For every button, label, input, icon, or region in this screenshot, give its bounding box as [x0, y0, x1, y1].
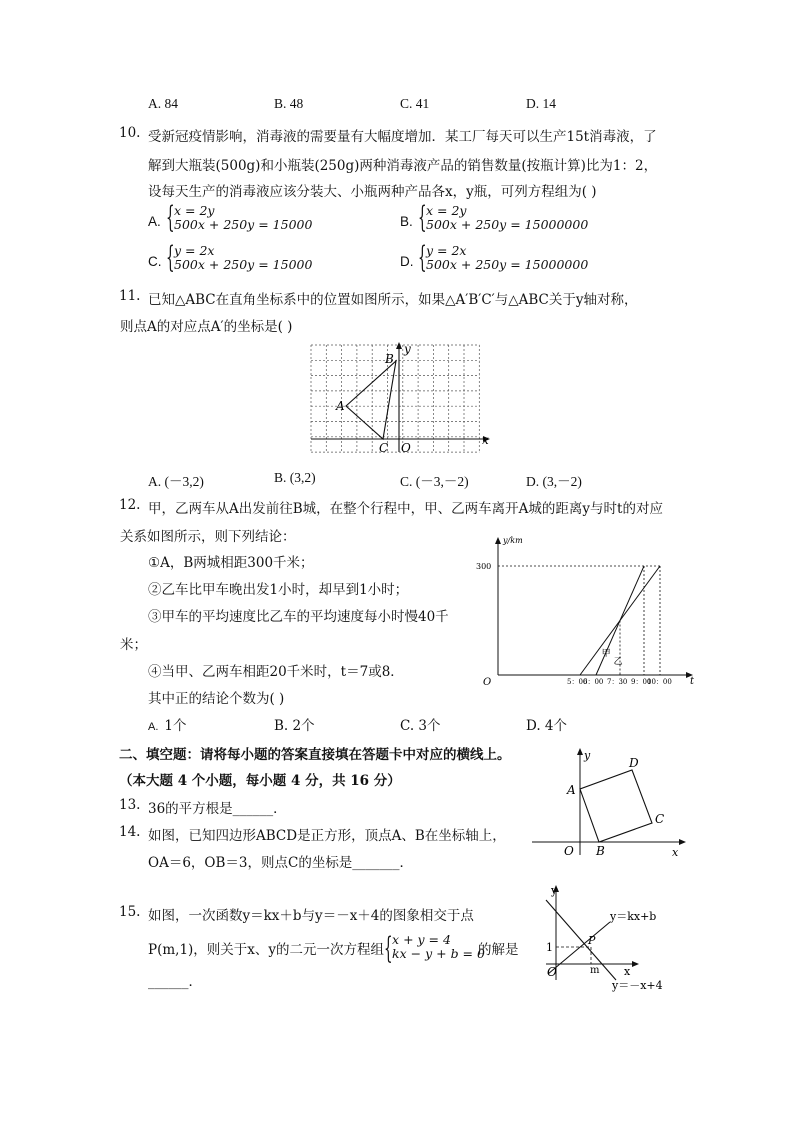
q15-equation-system	[384, 930, 485, 966]
q12-statement-1: ①A，B两城相距300千米；	[148, 555, 314, 571]
q14-label-y: y	[584, 749, 591, 762]
q12-question: 其中正的结论个数为( )	[148, 691, 285, 707]
x-tick-3: 9：00	[631, 678, 652, 686]
y-arrow-icon	[577, 748, 583, 755]
q11-label-c: C	[379, 441, 389, 455]
q15-answer-blank: ______．	[148, 974, 202, 990]
q11-number: 11.	[119, 288, 141, 304]
y-arrow-icon	[396, 342, 402, 349]
brace-icon: {	[384, 930, 393, 966]
brace-icon: {	[418, 240, 427, 275]
q14-label-b: B	[596, 844, 605, 858]
q10-a-eq1: x = 2y	[174, 203, 215, 218]
q10-b-eq2: 500x + 250y = 15000000	[426, 217, 589, 232]
q10-d-eq2: 500x + 250y = 15000000	[426, 257, 589, 272]
q11-line-1: 已知△ABC在直角坐标系中的位置如图所示，如果△A′B′C′与△ABC关于y轴对称，	[148, 292, 638, 308]
q15-label-o: O	[547, 965, 557, 979]
q12-number: 12.	[119, 497, 141, 513]
x-arrow-icon	[679, 839, 686, 845]
q11-label-y: y	[404, 342, 411, 356]
q14-label-a: A	[567, 783, 576, 797]
q15-sys-eq1: x + y = 4	[392, 931, 451, 947]
q10-d-eq1: y = 2x	[426, 243, 467, 258]
q10-c-eq2: 500x + 250y = 15000	[174, 257, 313, 272]
q15-label-m: m	[590, 965, 600, 976]
q12-line-2: 关系如图所示，则下列结论：	[120, 529, 296, 545]
chart-x-label: t	[690, 676, 695, 687]
q11-line-2: 则点A的对应点A′的坐标是( )	[120, 319, 293, 335]
q12-option-a-label: A.	[148, 721, 159, 733]
q13-number: 13.	[119, 797, 141, 813]
q14-label-x: x	[672, 846, 679, 859]
q15-label-one: 1	[546, 941, 553, 954]
q12-statement-3-cont: 米；	[120, 637, 147, 653]
q10-b-eq1: x = 2y	[426, 203, 467, 218]
q11-label-x: x	[482, 433, 489, 447]
x-tick-1: 6：00	[583, 678, 604, 686]
q12-option-d: D. 4个	[526, 718, 568, 734]
q15-line2-label: y＝－x+4	[612, 979, 663, 992]
q11-grid-figure	[308, 340, 493, 458]
chart-y-label: y/km	[503, 536, 523, 545]
q12-statement-2: ②乙车比甲车晚出发1小时，却早到1小时；	[148, 582, 409, 598]
q11-label-b: B	[385, 352, 394, 366]
q9-option-d: D. 14	[526, 96, 556, 111]
q10-line-3: 设每天生产的消毒液应该分装大、小瓶两种产品各x，y瓶，可列方程组为( )	[148, 184, 597, 200]
square-abcd	[580, 770, 652, 842]
chart-origin-label: O	[483, 677, 492, 688]
q15-line-2-post: 的解是	[478, 942, 519, 958]
q14-label-o: O	[564, 844, 574, 858]
q15-sys-eq2: kx − y + b = 0	[392, 945, 485, 961]
brace-icon: {	[166, 200, 175, 235]
q9-option-b: B. 48	[274, 96, 304, 111]
section2-subtitle: （本大题 4 个小题，每小题 4 分，共 16 分）	[119, 773, 401, 789]
q10-line-1: 受新冠疫情影响，消毒液的需要量有大幅度增加．某工厂每天可以生产15t消毒液，了	[148, 129, 657, 145]
q10-option-d-label: D.	[400, 254, 414, 269]
q10-line-2: 解到大瓶装(500g)和小瓶装(250g)两种消毒液产品的销售数量(按瓶计算)比为1：2，	[148, 158, 658, 174]
q12-option-c: C. 3个	[400, 718, 441, 734]
q13-text: 36的平方根是______．	[148, 801, 287, 817]
q15-label-y: y	[551, 884, 558, 897]
q12-line-1: 甲，乙两车从A出发前往B城，在整个行程中，甲、乙两车离开A城的距离y与时t的对应	[148, 501, 663, 517]
x-tick-2: 7：30	[607, 678, 628, 686]
q14-square-figure	[528, 745, 688, 863]
q14-number: 14.	[119, 824, 141, 840]
y-arrow-icon	[495, 537, 501, 544]
q14-line-2: OA＝6，OB＝3，则点C的坐标是_______．	[148, 855, 414, 871]
brace-icon: {	[418, 200, 427, 235]
q10-a-eq2: 500x + 250y = 15000	[174, 217, 313, 232]
q12-statement-3: ③甲车的平均速度比乙车的平均速度每小时慢40千	[148, 609, 449, 625]
q14-line-1: 如图，已知四边形ABCD是正方形，顶点A、B在坐标轴上，	[148, 828, 506, 844]
q10-option-c-label: C.	[148, 254, 162, 269]
q15-label-x: x	[624, 965, 631, 978]
section2-title: 二、填空题：请将每小题的答案直接填在答题卡中对应的横线上。	[119, 747, 511, 763]
q12-option-a	[148, 714, 187, 734]
q10-number: 10.	[119, 125, 141, 141]
x-tick-4: 10：00	[647, 678, 672, 686]
q15-label-p: P	[588, 934, 596, 947]
q9-option-a: A. 84	[148, 96, 178, 111]
line-y-kx-plus-b	[548, 922, 610, 974]
q11-label-a: A	[336, 399, 345, 413]
q10-option-a-label: A.	[148, 214, 161, 229]
q11-label-o: O	[401, 441, 411, 455]
q15-line-2	[148, 930, 519, 966]
q14-label-c: C	[655, 812, 665, 826]
x-tick-0: 5：00	[567, 678, 588, 686]
q11-option-a: A. (－3,2)	[148, 474, 204, 489]
q9-option-c: C. 41	[400, 96, 430, 111]
q12-option-a-text: 1个	[164, 718, 187, 734]
q12-option-b: B. 2个	[274, 718, 315, 734]
series-label-jia: 甲	[601, 649, 611, 659]
q14-label-d: D	[629, 756, 639, 770]
q11-option-b: B. (3,2)	[274, 470, 316, 485]
q11-option-c: C. (－3,－2)	[400, 474, 469, 489]
q12-distance-time-chart	[470, 532, 702, 692]
q15-number: 15.	[119, 904, 141, 920]
q12-statement-4: ④当甲、乙两车相距20千米时，t＝7或8．	[148, 664, 404, 680]
q15-line-1: 如图，一次函数y＝kx＋b与y＝－x＋4的图象相交于点	[148, 908, 474, 924]
q15-line1-label: y＝kx+b	[610, 910, 657, 923]
triangle-abc	[346, 361, 396, 439]
series-label-yi: 乙	[613, 657, 623, 667]
y-tick-300: 300	[476, 562, 492, 571]
x-arrow-icon	[632, 961, 639, 967]
q10-option-b-label: B.	[400, 214, 413, 229]
brace-icon: {	[166, 240, 175, 275]
q15-line-2-pre: P(m,1)，则关于x、y的二元一次方程组	[148, 942, 385, 958]
q10-c-eq1: y = 2x	[174, 243, 215, 258]
q15-intersection-figure	[540, 880, 700, 998]
q11-option-d: D. (3,－2)	[526, 474, 582, 489]
